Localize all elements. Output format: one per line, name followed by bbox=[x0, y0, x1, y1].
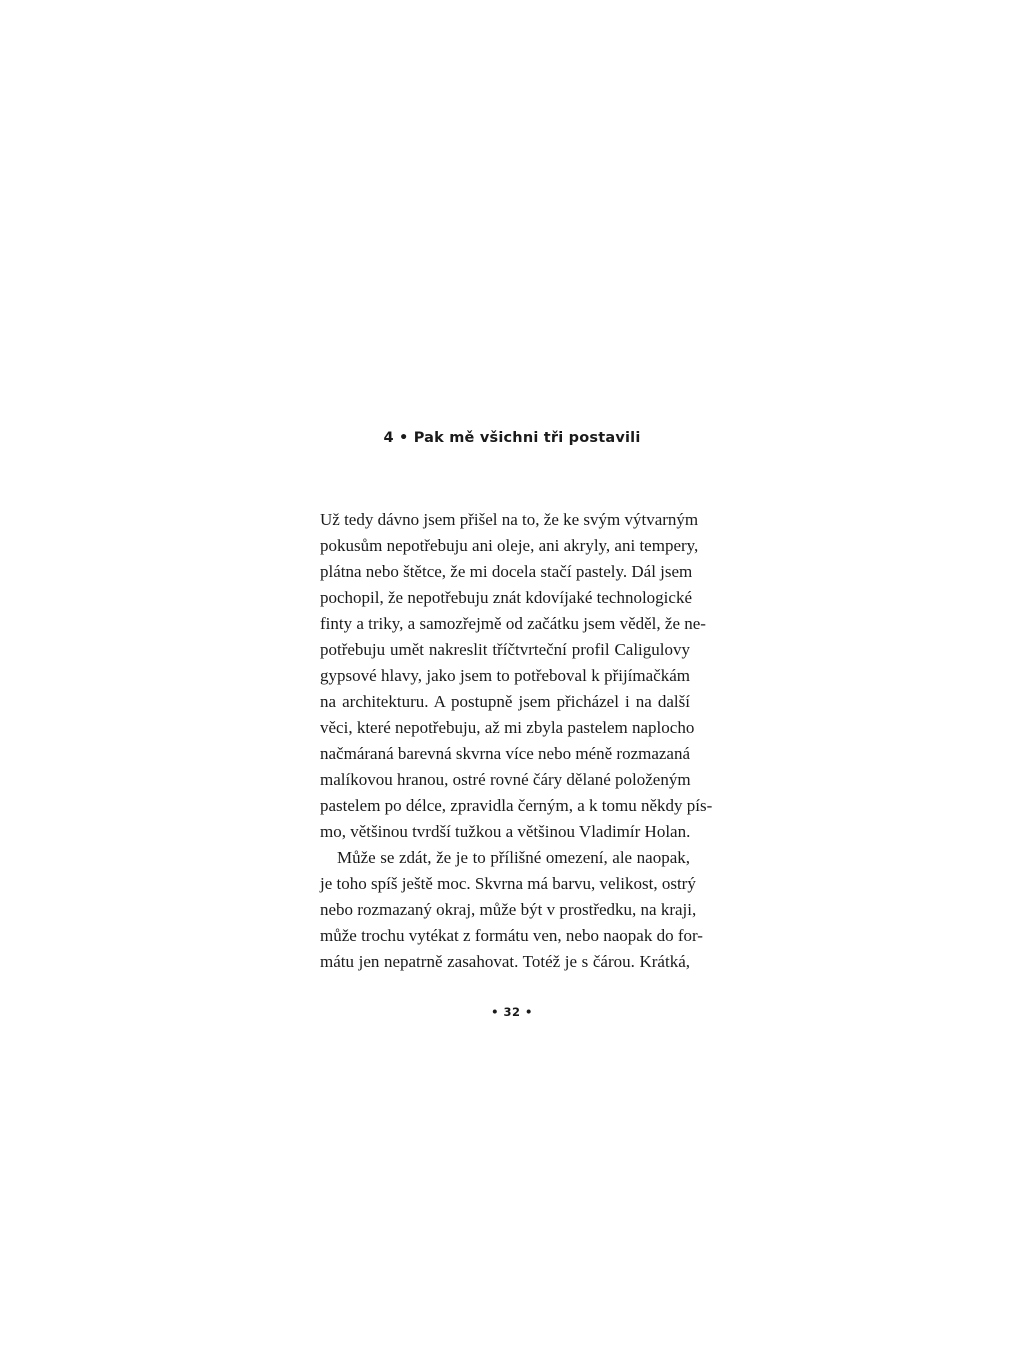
text-line: věci, které nepotřebuju, až mi zbyla pastelem naplocho bbox=[320, 718, 695, 737]
text-line: mátu jen nepatrně zasahovat. Totéž je s čárou. Krátká, bbox=[320, 952, 690, 971]
text-line: pastelem po délce, zpravidla černým, a k tomu někdy pís- bbox=[320, 796, 713, 815]
text-line: načmáraná barevná skvrna více nebo méně rozmazaná bbox=[320, 744, 691, 763]
text-line: je toho spíš ještě moc. Skvrna má barvu, velikost, ostrý bbox=[320, 874, 696, 893]
text-line: gypsové hlavy, jako jsem to potřeboval k přijímačkám bbox=[320, 666, 690, 685]
text-line: malíkovou hranou, ostré rovné čáry dělané položeným bbox=[320, 770, 691, 789]
text-line: pokusům nepotřebuju ani oleje, ani akryly, ani tempery, bbox=[320, 536, 699, 555]
text-line: plátna nebo štětce, že mi docela stačí pastely. Dál jsem bbox=[320, 562, 693, 581]
body-text bbox=[320, 507, 713, 975]
text-line: Může se zdát, že je to přílišné omezení, ale naopak, bbox=[337, 848, 690, 867]
text-line: může trochu vytékat z formátu ven, nebo naopak do for- bbox=[320, 926, 703, 945]
chapter-running-head: 4 • Pak mě všichni tři postavili bbox=[383, 430, 641, 446]
text-line: pochopil, že nepotřebuju znát kdovíjaké technologické bbox=[320, 588, 692, 607]
text-line: finty a triky, a samozřejmě od začátku jsem věděl, že ne- bbox=[320, 614, 706, 633]
text-line: mo, většinou tvrdší tužkou a většinou Vladimír Holan. bbox=[320, 822, 691, 841]
text-line: Už tedy dávno jsem přišel na to, že ke svým výtvarným bbox=[320, 510, 699, 529]
text-line: na architekturu. A postupně jsem přicházel i na další bbox=[320, 692, 690, 711]
page-number: • 32 • bbox=[491, 1005, 533, 1019]
text-line: nebo rozmazaný okraj, může být v prostředku, na kraji, bbox=[320, 900, 697, 919]
text-line: potřebuju umět nakreslit tříčtvrteční profil Caligulovy bbox=[320, 640, 690, 659]
